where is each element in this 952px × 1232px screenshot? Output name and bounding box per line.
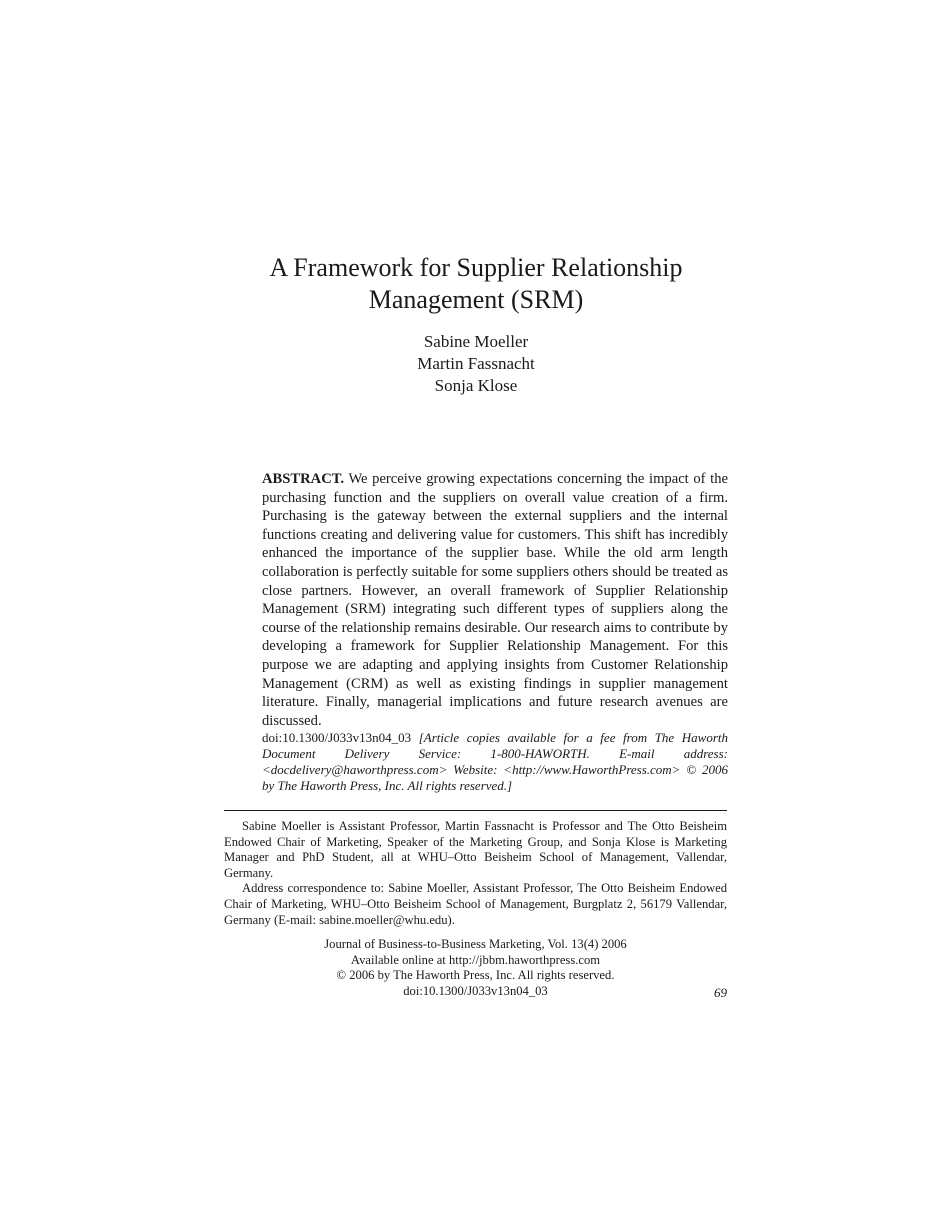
article-copies-note: [Article copies available for a fee from The Haworth Document Delivery Service: 1-800-HAWORTH. E-mail address: <docdelivery@haworthpress.com> Website: <http://www.HaworthPress.com> © 2006 by The Haworth Press, Inc. All rights reserved.] <box>262 730 728 794</box>
author-name: Martin Fassnacht <box>417 354 535 373</box>
author-affiliations: Sabine Moeller is Assistant Professor, Martin Fassnacht is Professor and The Otto Beisheim Endowed Chair of Marketing, Speaker of the Marketing Group, and Sonja Klose is Marketing Manager and PhD Student, all at WHU–Otto Beisheim School of Management, Vallendar, Germany. <box>224 819 727 880</box>
journal-availability: Available online at http://jbbm.haworthpress.com <box>350 952 601 967</box>
article-title <box>200 252 752 316</box>
page-number: 69 <box>714 985 727 1000</box>
title-line-1: A Framework for Supplier Relationship <box>269 253 683 282</box>
abstract-doi: doi:10.1300/J033v13n04_03 <box>262 730 412 746</box>
journal-citation: Journal of Business-to-Business Marketing, Vol. 13(4) 2006 <box>324 937 627 951</box>
author-list <box>300 331 652 397</box>
journal-copyright: © 2006 by The Haworth Press, Inc. All rights reserved. <box>336 968 615 983</box>
abstract <box>262 470 728 794</box>
author-footnote <box>224 819 727 928</box>
abstract-label: ABSTRACT. <box>262 471 345 487</box>
journal-doi: doi:10.1300/J033v13n04_03 <box>403 983 548 998</box>
author-name: Sonja Klose <box>434 376 518 395</box>
footnote-divider <box>224 810 727 811</box>
author-name: Sabine Moeller <box>423 332 529 351</box>
abstract-text: We perceive growing expectations concerning the impact of the purchasing function and the suppliers on overall value creation of a firm. Purchasing is the gateway between the external suppliers and the internal functions creating and delivering value for customers. This shift has incredibly enhanced the importance of the supplier base. While the old arm length collaboration is perfectly suitable for some suppliers others should be treated as close partners. However, an overall framework of Supplier Relationship Management (SRM) integrating such different types of suppliers along the course of the relationship remains desirable. Our research aims to contribute by developing a framework for Supplier Relationship Management. For this purpose we are adapting and applying insights from Customer Relationship Management (CRM) as well as existing findings in supplier management literature. Finally, managerial implications and future research avenues are discussed. <box>262 471 728 729</box>
abstract-doi-block <box>262 730 728 794</box>
title-line-2: Management (SRM) <box>368 285 584 314</box>
correspondence-address: Address correspondence to: Sabine Moeller, Assistant Professor, The Otto Beisheim Endowed Chair of Marketing, WHU–Otto Beisheim School of Management, Burgplatz 2, 56179 Vallendar, Germany (E-mail: sabine.moeller@whu.edu). <box>224 881 727 927</box>
journal-info <box>224 937 727 999</box>
